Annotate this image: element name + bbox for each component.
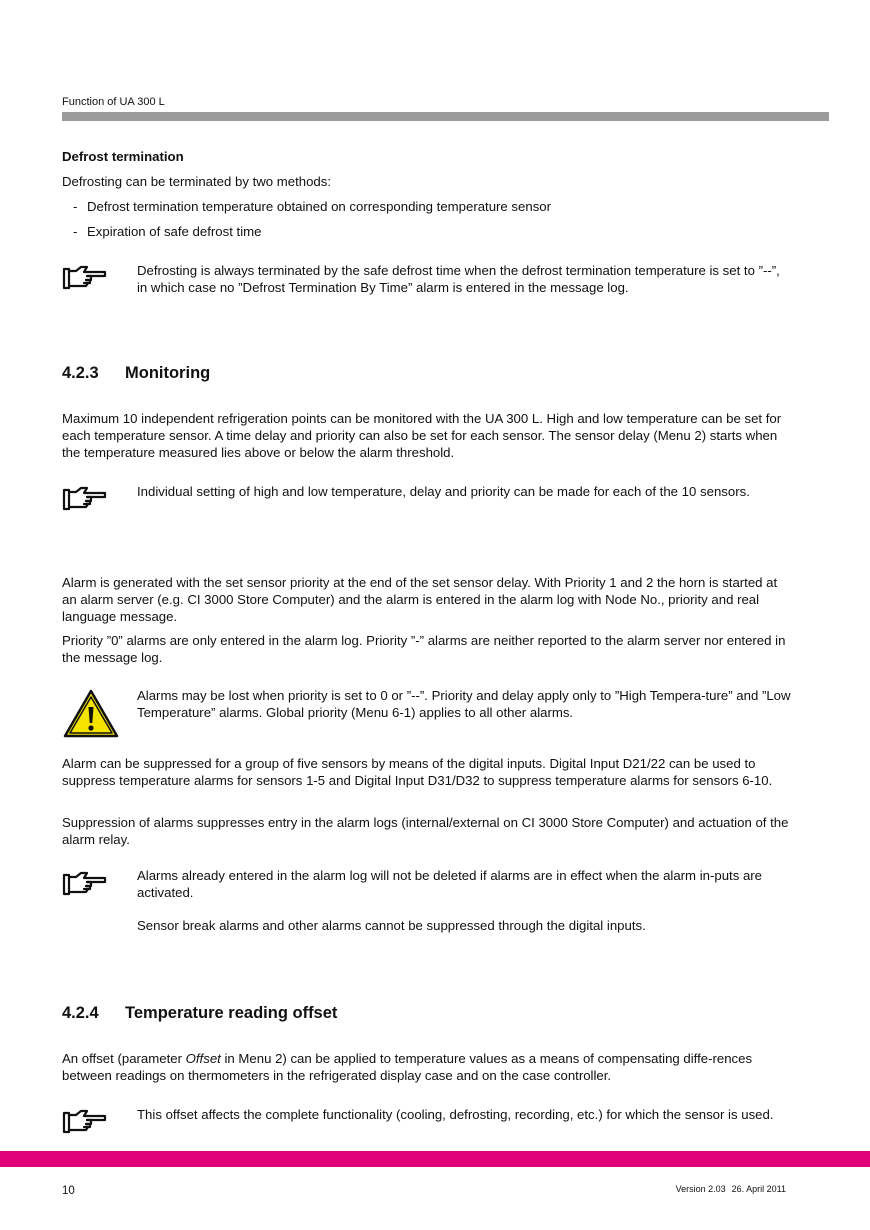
defrost-heading: Defrost termination: [62, 149, 184, 164]
running-header: Function of UA 300 L: [62, 96, 165, 108]
section-heading: 4.2.3 Monitoring: [62, 364, 211, 382]
paragraph: Priority ”0” alarms are only entered in the alarm log. Priority ”-” alarms are neither reported to the alarm server nor entered in the message log.: [62, 633, 786, 665]
note-text: Alarms already entered in the alarm log will not be deleted if alarms are in effect when the alarm in-puts are activated.: [137, 868, 763, 900]
note-text: Individual setting of high and low temperature, delay and priority can be made for each of the 10 sensors.: [137, 484, 750, 499]
pointing-hand-icon: [62, 870, 108, 898]
note-text: This offset affects the complete functionality (cooling, defrosting, recording, etc.) for which the sensor is used.: [137, 1107, 774, 1122]
section-heading: 4.2.4 Temperature reading offset: [62, 1004, 338, 1022]
list-item: - Defrost termination temperature obtained on corresponding temperature sensor: [73, 199, 552, 214]
pointing-hand-icon: [62, 485, 108, 513]
paragraph: Suppression of alarms suppresses entry in the alarm logs (internal/external on CI 3000 Store Computer) and actuation of the alarm relay.: [62, 815, 789, 847]
paragraph: Alarm can be suppressed for a group of five sensors by means of the digital inputs. Digital Input D21/22 can be used to suppress temperature alarms for sensors 1-5 and Digital Input D31/D32 to suppress temperature alarms for sensors 6-10.: [62, 756, 773, 788]
page-number: 10: [62, 1185, 75, 1197]
footer-bar: [0, 1151, 870, 1167]
paragraph: An offset (parameter Offset in Menu 2) can be applied to temperature values as a means of compensating diffe-rences between readings on thermometers in the refrigerated display case and on the case controller.: [62, 1051, 753, 1083]
list-item: - Expiration of safe defrost time: [73, 224, 262, 239]
paragraph: Alarm is generated with the set sensor priority at the end of the set sensor delay. With Priority 1 and 2 the horn is started at an alarm server (e.g. CI 3000 Store Computer) and the alarm is entered in the alarm log with Node No., priority and real language message.: [62, 575, 778, 624]
warning-triangle-icon: [63, 689, 119, 739]
defrost-intro: Defrosting can be terminated by two methods:: [62, 174, 332, 189]
pointing-hand-icon: [62, 1108, 108, 1136]
version-info: Version 2.03 26. April 2011: [675, 1184, 786, 1194]
header-rule: [62, 112, 829, 121]
note-text: Sensor break alarms and other alarms cannot be suppressed through the digital inputs.: [137, 918, 646, 933]
note-text: Defrosting is always terminated by the safe defrost time when the defrost termination temperature is set to ”--”, in which case no ”Defrost Termination By Time” alarm is entered in the message log.: [137, 263, 780, 295]
pointing-hand-icon: [62, 264, 108, 292]
warning-text: Alarms may be lost when priority is set to 0 or ”--”. Priority and delay apply only to ”High Tempera-ture” and ”Low Temperature” alarms. Global priority (Menu 6-1) applies to all other alarms.: [137, 688, 791, 720]
paragraph: Maximum 10 independent refrigeration points can be monitored with the UA 300 L. High and low temperature can be set for each temperature sensor. A time delay and priority can also be set for each sensor. The sensor delay (Menu 2) starts when the temperature measured lies above or below the alarm threshold.: [62, 411, 782, 460]
